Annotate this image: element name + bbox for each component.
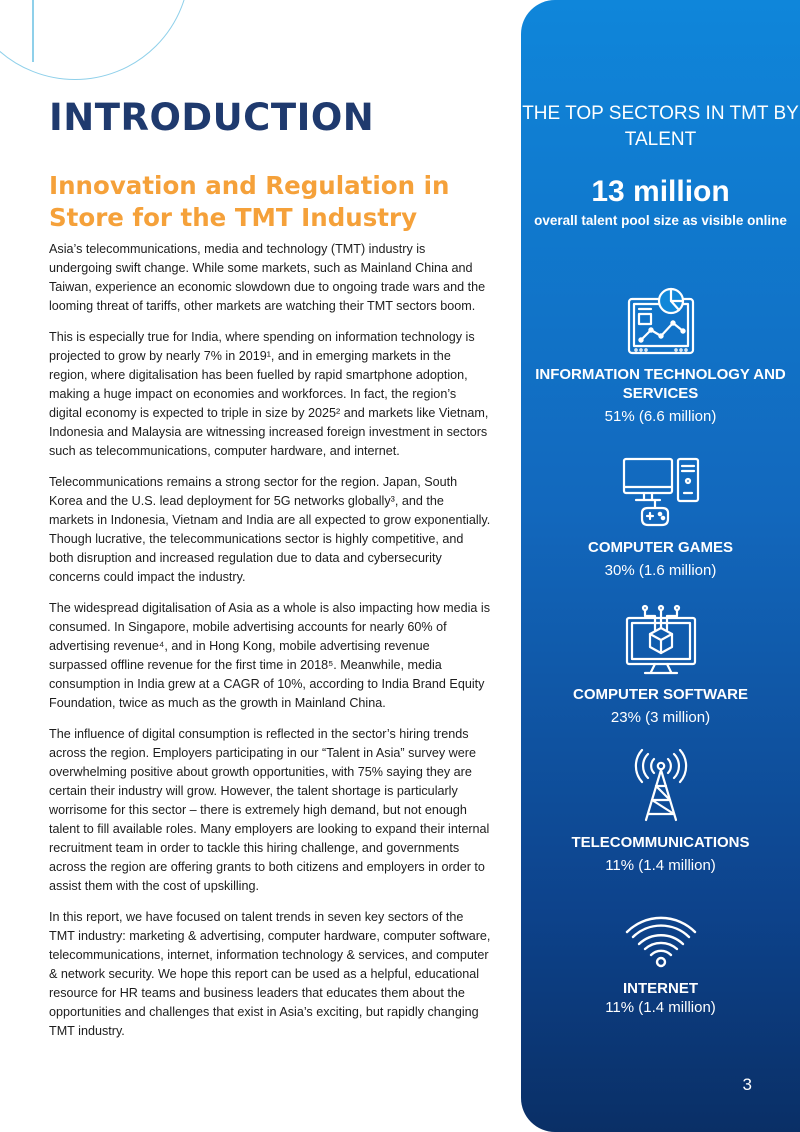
decorative-line — [32, 0, 34, 62]
sector-computer-software — [521, 602, 800, 677]
paragraph: Asia’s telecommunications, media and technology (TMT) industry is undergoing swift change. While some markets, such as Mainland China and Taiwan, experience an economic slowdown due to ongoing trade wars and the looming threat of tariffs, other markets are watching their TMT sectors boom. — [49, 242, 486, 313]
sector-internet — [521, 912, 800, 970]
sector-value: 11% (1.4 million) — [605, 999, 716, 1016]
sector-telecommunications — [521, 748, 800, 824]
sector-telecommunications-text — [521, 833, 800, 876]
sector-name: COMPUTER GAMES — [587, 539, 733, 556]
sector-name: TELECOMMUNICATIONS — [571, 834, 750, 851]
sector-computer-games — [521, 455, 800, 530]
sector-internet-text — [521, 979, 800, 1018]
desktop-gamepad-icon — [616, 455, 706, 530]
sector-value: 23% (3 million) — [610, 709, 711, 726]
sidebar-heading: THE TOP SECTORS IN TMT BY TALENT — [522, 103, 799, 150]
sector-value: 30% (1.6 million) — [604, 562, 717, 579]
sector-value: 51% (6.6 million) — [604, 408, 717, 425]
sector-information-technology-text — [521, 365, 800, 427]
paragraph: The widespread digitalisation of Asia as a whole is also impacting how media is consumed. In Singapore, mobile advertising accounts for nearly 60% of advertising revenue⁴, and in Hong Kong, mobile advertising revenue surpassed offline revenue for the first time in 2018⁵. Meanwhile, media consumption in India grew at a CAGR of 10%, according to India Brand Equity Foundation, twice as much as the growth in Mainland China. — [49, 601, 491, 710]
decorative-circle — [0, 0, 190, 80]
page-number: 3 — [742, 1075, 752, 1094]
sidebar-panel — [521, 0, 800, 1132]
paragraph: This is especially true for India, where spending on information technology is projected to grow by nearly 7% in 2019¹, and in emerging markets in the region, where digitalisation has been fuelled by rapid smartphone adoption, making a huge impact on economies and workforces. In fact, the region’s digital economy is expected to triple in size by 2025² and markets like Vietnam, Indonesia and Malaysia are witnessing increased foreign investment in sectors such as telecommunications, computer hardware, and internet. — [49, 330, 489, 458]
talent-pool-label: overall talent pool size as visible online — [534, 213, 787, 228]
sector-name: INFORMATION TECHNOLOGY AND SERVICES — [535, 366, 786, 402]
page-title: INTRODUCTION — [49, 96, 375, 139]
dashboard-analytics-icon — [621, 285, 701, 357]
sector-value: 11% (1.4 million) — [605, 857, 716, 874]
radio-tower-icon — [621, 748, 701, 824]
talent-pool-total: 13 million — [591, 175, 730, 208]
section-subtitle: Innovation and Regulation in Store for the TMT Industry — [49, 171, 450, 232]
monitor-cube-icon — [621, 602, 701, 677]
sector-name: INTERNET — [623, 980, 698, 997]
article-body — [49, 240, 491, 1053]
paragraph: In this report, we have focused on talent trends in seven key sectors of the TMT industry: marketing & advertising, computer hardware, computer software, telecommunications, internet, information technology & services, and computer & network security. We hope this report can be used as a helpful, educational resource for HR teams and business leaders that educates them about the opportunities and challenges that exist in Asia’s exciting, but rapidly changing TMT industry. — [49, 910, 491, 1038]
sector-name: COMPUTER SOFTWARE — [573, 686, 748, 703]
paragraph: The influence of digital consumption is reflected in the sector’s hiring trends across the region. Employers participating in our “Talent in Asia” survey were overwhelming positive about growth opportunities, with 75% saying they are certain their industry will grow. However, the talent shortage is particularly worrisome for this sector – there is extremely high demand, but not enough talent to fill available roles. Many employers are looking to expand their internal recruitment team in order to tackle this hiring challenge, and governments across the region are offering grants to both citizens and employers in order to assist them with the cost of upskilling. — [49, 727, 490, 893]
sector-information-technology — [521, 285, 800, 357]
sector-computer-games-text — [521, 538, 800, 581]
paragraph: Telecommunications remains a strong sector for the region. Japan, South Korea and the U.S. lead deployment for 5G networks globally³, and the markets in Indonesia, Vietnam and India are all expected to grow exponentially. Though lucrative, the telecommunications sector is highly competitive, and both disruption and increased regulation due to data and cybersecurity concerns could impact the industry. — [49, 475, 491, 584]
wifi-icon — [621, 912, 701, 970]
sector-computer-software-text — [521, 685, 800, 728]
